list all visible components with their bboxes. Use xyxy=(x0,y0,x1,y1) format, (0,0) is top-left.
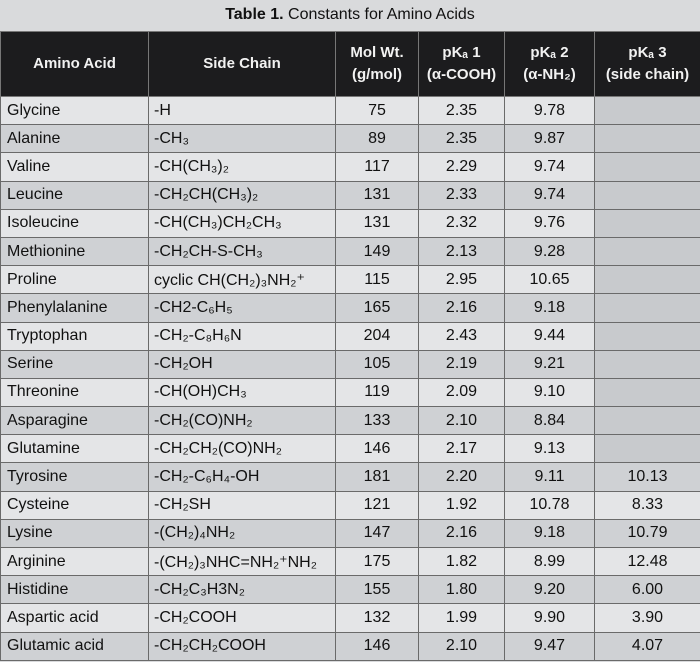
table-row xyxy=(1,576,700,604)
table-row xyxy=(1,266,700,294)
cell-pk2: 9.87 xyxy=(505,125,595,153)
cell-mol-wt: 105 xyxy=(336,350,419,378)
cell-pk1: 1.82 xyxy=(419,548,505,576)
cell-pk2: 9.76 xyxy=(505,209,595,237)
cell-pk1: 2.35 xyxy=(419,125,505,153)
cell-side-chain: -CH₂CH₂(CO)NH₂ xyxy=(149,435,336,463)
cell-pk3 xyxy=(595,407,700,435)
table-row xyxy=(1,97,700,125)
cell-side-chain: -CH(OH)CH₃ xyxy=(149,378,336,406)
cell-pk1: 2.35 xyxy=(419,97,505,125)
cell-pk2: 9.28 xyxy=(505,237,595,265)
cell-pk2: 9.18 xyxy=(505,294,595,322)
cell-side-chain: cyclic CH(CH₂)₃NH₂⁺ xyxy=(149,266,336,294)
cell-pk3: 10.13 xyxy=(595,463,700,491)
header-pk2: pKₐ 2 (α-NH₂) xyxy=(505,32,595,97)
cell-pk1: 2.20 xyxy=(419,463,505,491)
cell-mol-wt: 133 xyxy=(336,407,419,435)
cell-pk2: 9.78 xyxy=(505,97,595,125)
cell-pk1: 2.16 xyxy=(419,519,505,547)
table-row xyxy=(1,407,700,435)
cell-pk1: 1.80 xyxy=(419,576,505,604)
cell-mol-wt: 121 xyxy=(336,491,419,519)
header-row xyxy=(1,32,700,97)
cell-pk1: 2.19 xyxy=(419,350,505,378)
cell-amino-acid: Alanine xyxy=(1,125,149,153)
cell-pk3: 8.33 xyxy=(595,491,700,519)
cell-side-chain: -CH(CH₃)₂ xyxy=(149,153,336,181)
cell-mol-wt: 204 xyxy=(336,322,419,350)
cell-pk1: 2.29 xyxy=(419,153,505,181)
cell-amino-acid: Serine xyxy=(1,350,149,378)
header-pk3: pKₐ 3 (side chain) xyxy=(595,32,700,97)
cell-pk3: 10.79 xyxy=(595,519,700,547)
cell-pk3 xyxy=(595,125,700,153)
cell-amino-acid: Lysine xyxy=(1,519,149,547)
cell-mol-wt: 119 xyxy=(336,378,419,406)
cell-pk2: 9.13 xyxy=(505,435,595,463)
cell-pk3: 12.48 xyxy=(595,548,700,576)
cell-amino-acid: Aspartic acid xyxy=(1,604,149,632)
cell-pk3 xyxy=(595,181,700,209)
cell-pk3: 6.00 xyxy=(595,576,700,604)
cell-mol-wt: 115 xyxy=(336,266,419,294)
cell-side-chain: -CH₂OH xyxy=(149,350,336,378)
cell-amino-acid: Cysteine xyxy=(1,491,149,519)
cell-side-chain: -CH₂CH₂COOH xyxy=(149,632,336,660)
cell-mol-wt: 131 xyxy=(336,209,419,237)
cell-pk3 xyxy=(595,435,700,463)
cell-side-chain: -CH₂(CO)NH₂ xyxy=(149,407,336,435)
cell-side-chain: -CH₃ xyxy=(149,125,336,153)
table-row xyxy=(1,153,700,181)
cell-amino-acid: Methionine xyxy=(1,237,149,265)
cell-pk1: 2.10 xyxy=(419,632,505,660)
cell-pk2: 10.65 xyxy=(505,266,595,294)
cell-side-chain: -CH₂CH(CH₃)₂ xyxy=(149,181,336,209)
cell-pk3 xyxy=(595,294,700,322)
cell-amino-acid: Tryptophan xyxy=(1,322,149,350)
table-row xyxy=(1,237,700,265)
table-body xyxy=(1,97,700,661)
cell-pk1: 2.17 xyxy=(419,435,505,463)
cell-mol-wt: 146 xyxy=(336,435,419,463)
cell-pk2: 9.44 xyxy=(505,322,595,350)
cell-pk3: 4.07 xyxy=(595,632,700,660)
cell-mol-wt: 147 xyxy=(336,519,419,547)
cell-side-chain: -CH₂C₃H3N₂ xyxy=(149,576,336,604)
cell-amino-acid: Leucine xyxy=(1,181,149,209)
cell-amino-acid: Valine xyxy=(1,153,149,181)
cell-amino-acid: Threonine xyxy=(1,378,149,406)
cell-pk1: 2.16 xyxy=(419,294,505,322)
cell-pk2: 9.18 xyxy=(505,519,595,547)
header-pk1: pKₐ 1 (α-COOH) xyxy=(419,32,505,97)
cell-pk2: 9.47 xyxy=(505,632,595,660)
cell-side-chain: -CH₂COOH xyxy=(149,604,336,632)
cell-side-chain: -CH2-C₆H₅ xyxy=(149,294,336,322)
cell-pk2: 10.78 xyxy=(505,491,595,519)
header-mol-wt: Mol Wt. (g/mol) xyxy=(336,32,419,97)
cell-mol-wt: 75 xyxy=(336,97,419,125)
cell-pk2: 9.21 xyxy=(505,350,595,378)
cell-pk2: 9.20 xyxy=(505,576,595,604)
cell-pk2: 8.99 xyxy=(505,548,595,576)
cell-mol-wt: 155 xyxy=(336,576,419,604)
cell-mol-wt: 117 xyxy=(336,153,419,181)
table-row xyxy=(1,519,700,547)
table-row xyxy=(1,350,700,378)
caption-text: Constants for Amino Acids xyxy=(288,6,475,23)
cell-side-chain: -(CH₂)₃NHC=NH₂⁺NH₂ xyxy=(149,548,336,576)
cell-pk1: 2.13 xyxy=(419,237,505,265)
cell-amino-acid: Arginine xyxy=(1,548,149,576)
table-row xyxy=(1,463,700,491)
header-amino-acid: Amino Acid xyxy=(1,32,149,97)
amino-acid-table xyxy=(0,31,700,661)
cell-side-chain: -CH₂-C₈H₆N xyxy=(149,322,336,350)
cell-amino-acid: Phenylalanine xyxy=(1,294,149,322)
cell-pk3 xyxy=(595,97,700,125)
cell-pk3 xyxy=(595,266,700,294)
cell-amino-acid: Proline xyxy=(1,266,149,294)
cell-amino-acid: Tyrosine xyxy=(1,463,149,491)
cell-pk1: 2.10 xyxy=(419,407,505,435)
cell-pk3 xyxy=(595,237,700,265)
cell-side-chain: -CH(CH₃)CH₂CH₃ xyxy=(149,209,336,237)
cell-pk3 xyxy=(595,378,700,406)
table-row xyxy=(1,125,700,153)
cell-mol-wt: 181 xyxy=(336,463,419,491)
cell-side-chain: -CH₂-C₆H₄-OH xyxy=(149,463,336,491)
cell-mol-wt: 132 xyxy=(336,604,419,632)
header-side-chain: Side Chain xyxy=(149,32,336,97)
table-caption xyxy=(0,6,700,24)
cell-side-chain: -(CH₂)₄NH₂ xyxy=(149,519,336,547)
table-row xyxy=(1,491,700,519)
cell-mol-wt: 131 xyxy=(336,181,419,209)
cell-pk1: 1.92 xyxy=(419,491,505,519)
table-row xyxy=(1,632,700,660)
cell-pk2: 9.11 xyxy=(505,463,595,491)
cell-pk2: 9.10 xyxy=(505,378,595,406)
table-row xyxy=(1,209,700,237)
cell-amino-acid: Asparagine xyxy=(1,407,149,435)
cell-amino-acid: Glutamic acid xyxy=(1,632,149,660)
cell-pk3 xyxy=(595,350,700,378)
cell-mol-wt: 89 xyxy=(336,125,419,153)
cell-pk3 xyxy=(595,322,700,350)
cell-pk1: 1.99 xyxy=(419,604,505,632)
table-row xyxy=(1,435,700,463)
cell-amino-acid: Histidine xyxy=(1,576,149,604)
cell-pk1: 2.43 xyxy=(419,322,505,350)
cell-pk3: 3.90 xyxy=(595,604,700,632)
cell-pk2: 9.90 xyxy=(505,604,595,632)
cell-pk1: 2.09 xyxy=(419,378,505,406)
cell-amino-acid: Glycine xyxy=(1,97,149,125)
table-row xyxy=(1,322,700,350)
cell-side-chain: -CH₂CH-S-CH₃ xyxy=(149,237,336,265)
cell-pk2: 9.74 xyxy=(505,181,595,209)
cell-pk2: 8.84 xyxy=(505,407,595,435)
table-row xyxy=(1,548,700,576)
cell-amino-acid: Glutamine xyxy=(1,435,149,463)
cell-mol-wt: 175 xyxy=(336,548,419,576)
cell-mol-wt: 165 xyxy=(336,294,419,322)
cell-pk3 xyxy=(595,209,700,237)
table-row xyxy=(1,294,700,322)
cell-pk1: 2.32 xyxy=(419,209,505,237)
caption-prefix: Table 1. xyxy=(225,6,284,23)
cell-pk1: 2.95 xyxy=(419,266,505,294)
table-row xyxy=(1,181,700,209)
cell-pk1: 2.33 xyxy=(419,181,505,209)
cell-side-chain: -CH₂SH xyxy=(149,491,336,519)
cell-pk2: 9.74 xyxy=(505,153,595,181)
cell-pk3 xyxy=(595,153,700,181)
cell-side-chain: -H xyxy=(149,97,336,125)
cell-mol-wt: 149 xyxy=(336,237,419,265)
table-row xyxy=(1,378,700,406)
cell-amino-acid: Isoleucine xyxy=(1,209,149,237)
cell-mol-wt: 146 xyxy=(336,632,419,660)
table-row xyxy=(1,604,700,632)
